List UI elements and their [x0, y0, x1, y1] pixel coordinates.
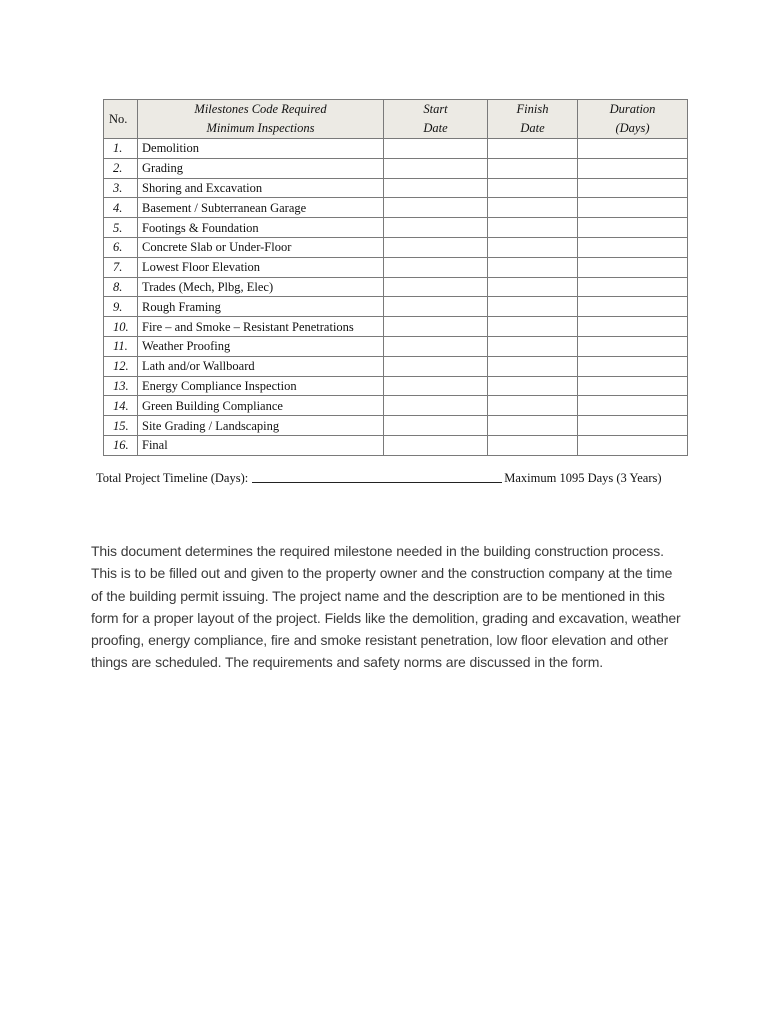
start-date-cell[interactable] — [384, 257, 488, 277]
milestone-name: Weather Proofing — [138, 336, 384, 356]
milestone-name: Site Grading / Landscaping — [138, 416, 384, 436]
start-date-cell[interactable] — [384, 178, 488, 198]
header-duration-line1: Duration — [609, 102, 656, 116]
row-number: 5. — [104, 218, 138, 238]
finish-date-cell[interactable] — [488, 376, 578, 396]
start-date-cell[interactable] — [384, 139, 488, 159]
duration-cell[interactable] — [578, 317, 688, 337]
finish-date-cell[interactable] — [488, 435, 578, 455]
finish-date-cell[interactable] — [488, 198, 578, 218]
milestone-name: Demolition — [138, 139, 384, 159]
start-date-cell[interactable] — [384, 237, 488, 257]
finish-date-cell[interactable] — [488, 237, 578, 257]
row-number: 10. — [104, 317, 138, 337]
milestone-name: Lath and/or Wallboard — [138, 356, 384, 376]
finish-date-cell[interactable] — [488, 396, 578, 416]
row-number: 8. — [104, 277, 138, 297]
row-number: 13. — [104, 376, 138, 396]
table-body — [104, 139, 688, 456]
duration-cell[interactable] — [578, 416, 688, 436]
finish-date-cell[interactable] — [488, 297, 578, 317]
finish-date-cell[interactable] — [488, 336, 578, 356]
table-row — [104, 237, 688, 257]
table-row — [104, 336, 688, 356]
header-finish-line1: Finish — [516, 102, 549, 116]
table-row — [104, 139, 688, 159]
milestone-name: Concrete Slab or Under-Floor — [138, 237, 384, 257]
table-row — [104, 297, 688, 317]
milestone-name: Basement / Subterranean Garage — [138, 198, 384, 218]
milestone-name: Energy Compliance Inspection — [138, 376, 384, 396]
finish-date-cell[interactable] — [488, 178, 578, 198]
table-row — [104, 435, 688, 455]
milestone-table — [103, 99, 688, 456]
start-date-cell[interactable] — [384, 376, 488, 396]
header-milestone — [138, 100, 384, 139]
row-number: 14. — [104, 396, 138, 416]
milestone-name: Final — [138, 435, 384, 455]
duration-cell[interactable] — [578, 198, 688, 218]
start-date-cell[interactable] — [384, 336, 488, 356]
milestone-name: Green Building Compliance — [138, 396, 384, 416]
header-duration-line2: (Days) — [615, 121, 650, 135]
header-start-date — [384, 100, 488, 139]
header-duration — [578, 100, 688, 139]
finish-date-cell[interactable] — [488, 139, 578, 159]
row-number: 4. — [104, 198, 138, 218]
duration-cell[interactable] — [578, 435, 688, 455]
row-number: 12. — [104, 356, 138, 376]
finish-date-cell[interactable] — [488, 277, 578, 297]
start-date-cell[interactable] — [384, 416, 488, 436]
row-number: 3. — [104, 178, 138, 198]
table-row — [104, 356, 688, 376]
table-row — [104, 257, 688, 277]
milestone-name: Rough Framing — [138, 297, 384, 317]
duration-cell[interactable] — [578, 139, 688, 159]
milestone-name: Fire – and Smoke – Resistant Penetrations — [138, 317, 384, 337]
start-date-cell[interactable] — [384, 277, 488, 297]
row-number: 2. — [104, 158, 138, 178]
duration-cell[interactable] — [578, 336, 688, 356]
header-start-line2: Date — [423, 121, 448, 135]
header-finish-line2: Date — [520, 121, 545, 135]
row-number: 11. — [104, 336, 138, 356]
row-number: 15. — [104, 416, 138, 436]
table-header-row — [104, 100, 688, 139]
start-date-cell[interactable] — [384, 158, 488, 178]
total-timeline-line — [96, 468, 696, 486]
table-row — [104, 277, 688, 297]
finish-date-cell[interactable] — [488, 416, 578, 436]
start-date-cell[interactable] — [384, 218, 488, 238]
milestone-name: Shoring and Excavation — [138, 178, 384, 198]
duration-cell[interactable] — [578, 297, 688, 317]
header-no: No. — [104, 100, 138, 139]
table-row — [104, 396, 688, 416]
header-finish-date — [488, 100, 578, 139]
row-number: 7. — [104, 257, 138, 277]
start-date-cell[interactable] — [384, 396, 488, 416]
table-row — [104, 178, 688, 198]
duration-cell[interactable] — [578, 218, 688, 238]
start-date-cell[interactable] — [384, 317, 488, 337]
row-number: 16. — [104, 435, 138, 455]
header-milestone-line2: Minimum Inspections — [206, 121, 315, 135]
duration-cell[interactable] — [578, 356, 688, 376]
duration-cell[interactable] — [578, 257, 688, 277]
header-milestone-line1: Milestones Code Required — [194, 102, 327, 116]
finish-date-cell[interactable] — [488, 257, 578, 277]
duration-cell[interactable] — [578, 376, 688, 396]
finish-date-cell[interactable] — [488, 356, 578, 376]
start-date-cell[interactable] — [384, 198, 488, 218]
table-row — [104, 317, 688, 337]
duration-cell[interactable] — [578, 277, 688, 297]
start-date-cell[interactable] — [384, 435, 488, 455]
duration-cell[interactable] — [578, 237, 688, 257]
start-date-cell[interactable] — [384, 356, 488, 376]
timeline-label: Total Project Timeline (Days): — [96, 471, 249, 485]
finish-date-cell[interactable] — [488, 158, 578, 178]
table-row — [104, 158, 688, 178]
table-row — [104, 198, 688, 218]
start-date-cell[interactable] — [384, 297, 488, 317]
duration-cell[interactable] — [578, 158, 688, 178]
row-number: 6. — [104, 237, 138, 257]
timeline-fill-blank[interactable] — [252, 482, 502, 483]
header-start-line1: Start — [423, 102, 448, 116]
row-number: 9. — [104, 297, 138, 317]
milestone-name: Footings & Foundation — [138, 218, 384, 238]
table-row — [104, 376, 688, 396]
duration-cell[interactable] — [578, 396, 688, 416]
duration-cell[interactable] — [578, 178, 688, 198]
description-paragraph: This document determines the required milestone needed in the building construction process. This is to be filled out and given to the property owner and the construction company at the time of the building permit issuing. The project name and the description are to be mentioned in this form for a proper layout of the project. Fields like the demolition, grading and excavation, weather proofing, energy compliance, fire and smoke resistant penetration, low floor elevation and other things are scheduled. The requirements and safety norms are discussed in the form. — [91, 543, 681, 671]
timeline-max-note: Maximum 1095 Days (3 Years) — [504, 471, 662, 485]
milestone-name: Lowest Floor Elevation — [138, 257, 384, 277]
row-number: 1. — [104, 139, 138, 159]
finish-date-cell[interactable] — [488, 218, 578, 238]
milestone-name: Trades (Mech, Plbg, Elec) — [138, 277, 384, 297]
table-row — [104, 416, 688, 436]
table-row — [104, 218, 688, 238]
finish-date-cell[interactable] — [488, 317, 578, 337]
milestone-name: Grading — [138, 158, 384, 178]
